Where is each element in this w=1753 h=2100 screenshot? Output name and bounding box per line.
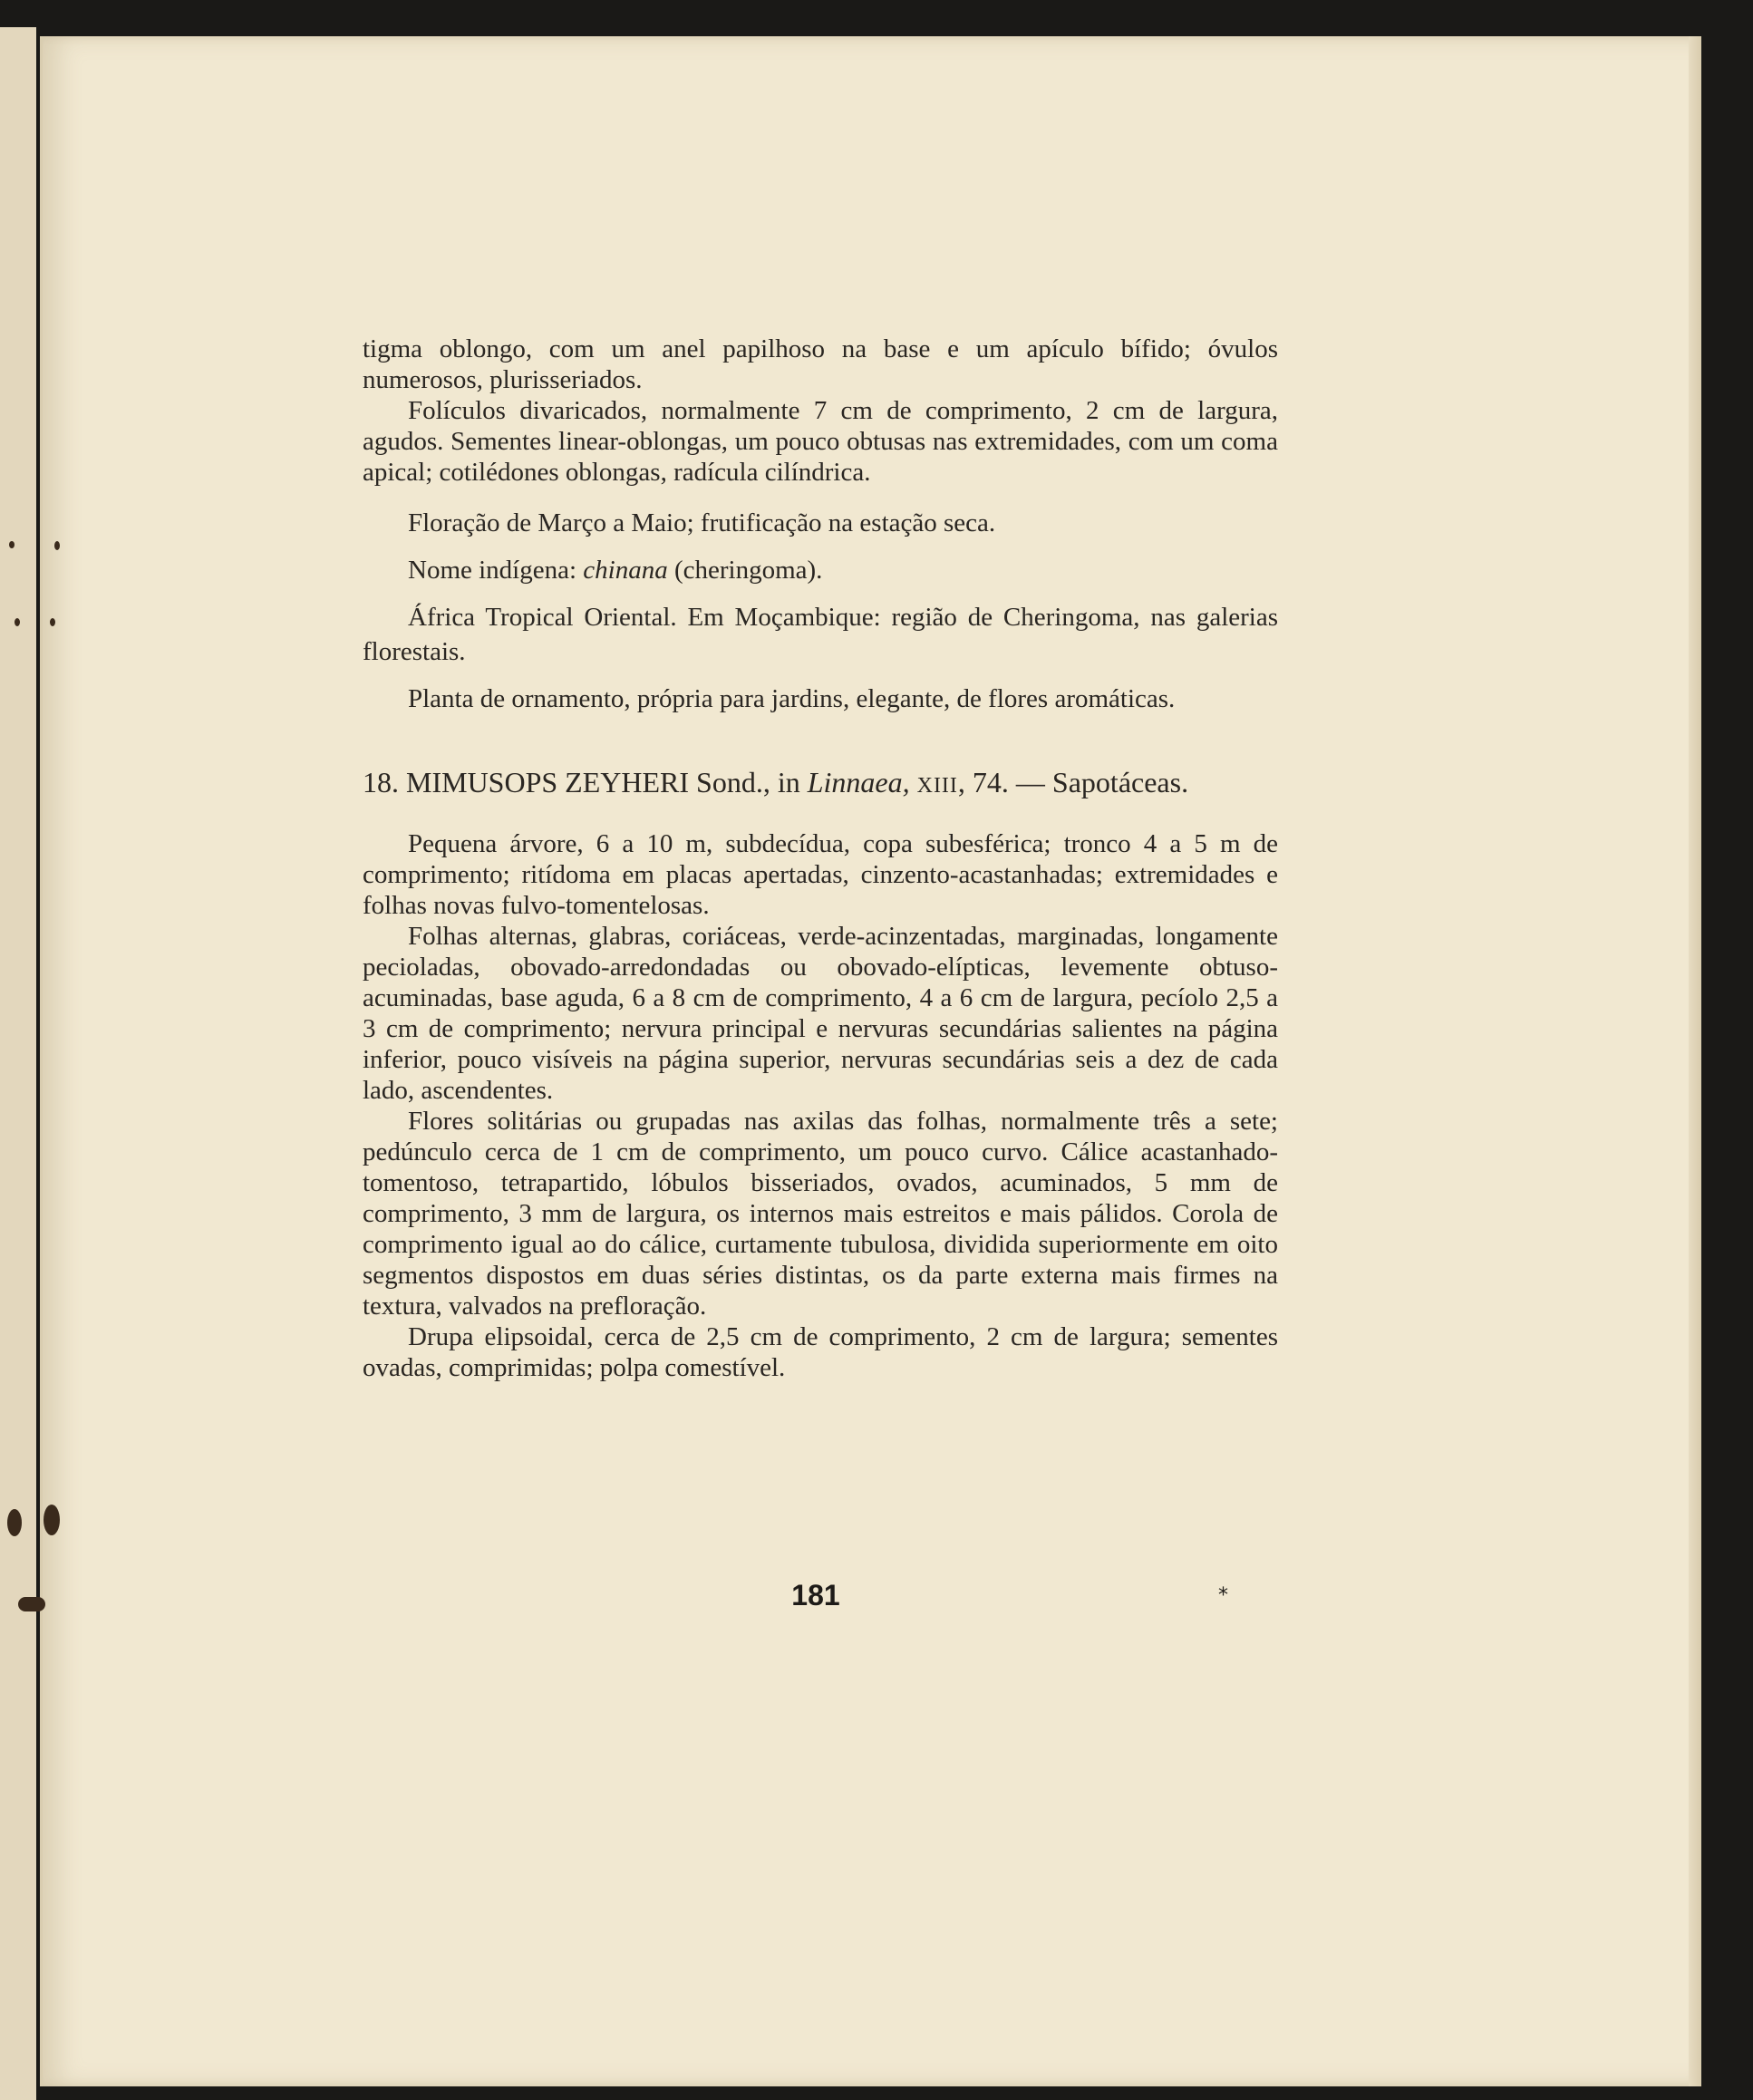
paragraph: Planta de ornamento, própria para jardins, elegante, de flores aromáticas.	[408, 684, 1176, 713]
paragraph: Folículos divaricados, normalmente 7 cm de comprimento, 2 cm de largura, agudos. Sementes linear-oblongas, um pouco obtusas nas extremidades, com um coma apical; cotilédones oblongas, radícula cilíndrica.	[363, 396, 1278, 487]
stain-mark	[18, 1597, 45, 1611]
stain-mark	[54, 541, 60, 550]
species-name: MIMUSOPS ZEYHERI Sond., in	[406, 766, 808, 798]
binding-strip	[0, 27, 36, 2100]
body-text	[363, 334, 1278, 1383]
paragraph: Floração de Março a Maio; frutificação na estação seca.	[408, 508, 996, 537]
paragraph: Flores solitárias ou grupadas nas axilas das folhas, normalmente três a sete; pedúnculo cerca de 1 cm de comprimento, um pouco curvo. Cálice acastanhado-tomentoso, tetrapartido, lóbulos bisseriados, ovados, acuminados, 5 mm de comprimento, 3 mm de largura, os internos mais estreitos e mais pálidos. Corola de comprimento igual ao do cálice, curtamente tubulosa, dividida superiormente em oito segmentos dispostos em duas séries distintas, os da parte externa mais firmes na textura, valvados na prefloração.	[363, 1107, 1278, 1321]
page-edge	[1689, 36, 1701, 2086]
journal-title: Linnaea,	[807, 766, 910, 798]
paragraph: tigma oblongo, com um anel papilhoso na base e um apículo bífido; óvulos numerosos, plurisseriados.	[363, 334, 1278, 394]
stain-mark	[7, 1509, 22, 1536]
species-heading: 18. MIMUSOPS ZEYHERI Sond., in Linnaea, XIII, 74. — Sapotáceas.	[363, 766, 1189, 798]
text-span: (cheringoma).	[667, 556, 823, 585]
volume-number: XIII	[916, 774, 958, 798]
footer-mark: *	[1218, 1584, 1228, 1607]
stain-mark	[9, 541, 15, 548]
paragraph: Pequena árvore, 6 a 10 m, subdecídua, copa subesférica; tronco 4 a 5 m de comprimento; ritídoma em placas apertadas, cinzento-acastanhadas; extremidades e folhas novas fulvo-tomentelosas.	[363, 829, 1278, 920]
paragraph: Folhas alternas, glabras, coriáceas, verde-acinzentadas, marginadas, longamente pecioladas, obovado-arredondadas ou obovado-elípticas, levemente obtuso-acuminadas, base aguda, 6 a 8 cm de comprimento, 4 a 6 cm de largura, pecíolo 2,5 a 3 cm de comprimento; nervura principal e nervuras secundárias salientes na página inferior, pouco visíveis na página superior, nervuras secundárias seis a dez de cada lado, ascendentes.	[363, 922, 1278, 1105]
text-span: Nome indígena:	[408, 556, 584, 585]
species-number: 18.	[363, 766, 399, 798]
paragraph	[363, 553, 1278, 587]
page-number: 181	[791, 1579, 840, 1611]
paragraph: África Tropical Oriental. Em Moçambique: região de Cheringoma, nas galerias florestais.	[363, 603, 1278, 666]
stain-mark	[44, 1505, 60, 1535]
stain-mark	[50, 618, 55, 626]
indigenous-name: chinana	[583, 556, 668, 585]
page-reference: 74. — Sapotáceas.	[972, 766, 1189, 798]
stain-mark	[15, 618, 20, 626]
paragraph: Drupa elipsoidal, cerca de 2,5 cm de comprimento, 2 cm de largura; sementes ovadas, comprimidas; polpa comestível.	[363, 1322, 1278, 1382]
